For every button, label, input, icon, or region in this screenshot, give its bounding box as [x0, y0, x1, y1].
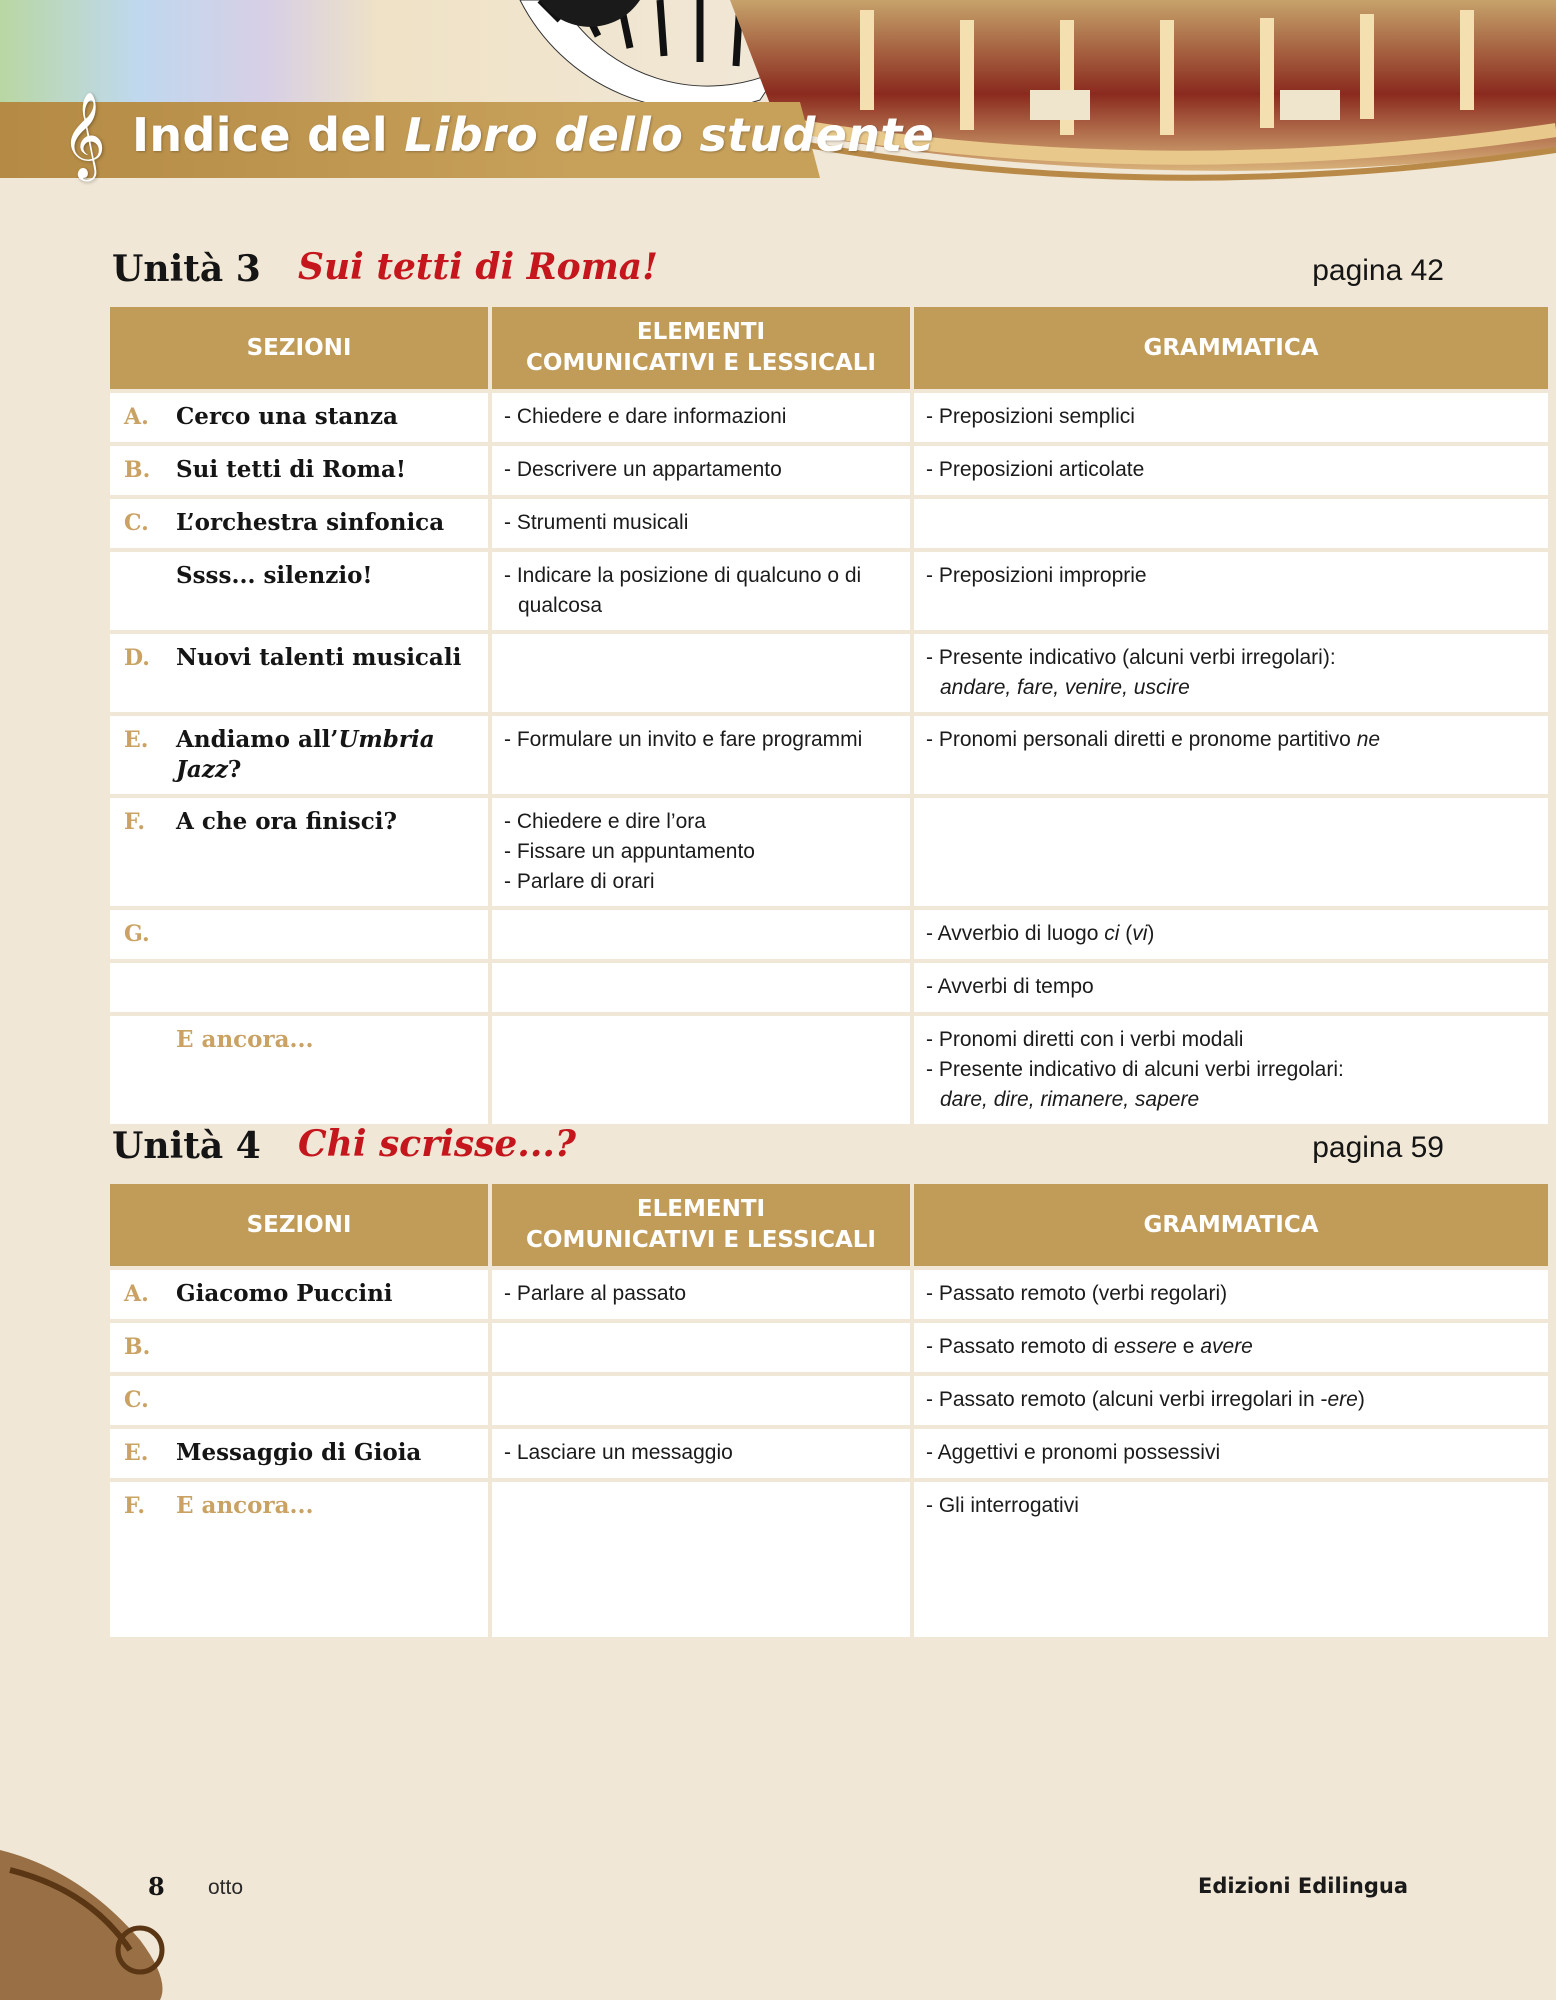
elementi-cell	[492, 910, 910, 959]
unit-page-ref: pagina 59	[1312, 1131, 1444, 1164]
section-letter: A.	[124, 1281, 149, 1307]
grammatica-line: - Preposizioni semplici	[926, 405, 1135, 428]
table-row	[110, 910, 1548, 959]
grammatica-cell	[914, 716, 1548, 794]
grammatica-line: - Gli interrogativi	[926, 1494, 1079, 1517]
section-letter: C.	[124, 510, 149, 536]
table-header-row	[110, 307, 1548, 389]
grammatica-cell	[914, 634, 1548, 712]
elementi-line: - Chiedere e dire l’ora	[504, 810, 706, 833]
grammatica-cell	[914, 1376, 1548, 1425]
grammatica-line: - Avverbi di tempo	[926, 975, 1094, 998]
grammatica-line: - Passato remoto di essere e avere	[926, 1335, 1253, 1358]
column-header-elementi-line2: COMUNICATIVI E LESSICALI	[526, 1227, 876, 1253]
grammatica-line: - Passato remoto (alcuni verbi irregolari in -ere)	[926, 1388, 1365, 1411]
column-header-elementi-line1: ELEMENTI	[636, 319, 766, 345]
elementi-line: - Chiedere e dare informazioni	[504, 405, 787, 428]
sezione-cell	[110, 716, 488, 794]
column-header-sezioni: SEZIONI	[110, 1184, 488, 1266]
sezione-cell	[110, 1016, 488, 1124]
elementi-cell	[492, 446, 910, 495]
unit-4-rows	[110, 1270, 1548, 1637]
elementi-cell	[492, 1376, 910, 1425]
section-name: Messaggio di Gioia	[176, 1439, 422, 1466]
elementi-cell	[492, 1323, 910, 1372]
sezione-cell	[110, 634, 488, 712]
grammatica-line: - Preposizioni articolate	[926, 458, 1145, 481]
section-letter: A.	[124, 404, 149, 430]
grammatica-line: - Presente indicativo (alcuni verbi irregolari):	[926, 646, 1336, 669]
table-row	[110, 1323, 1548, 1372]
column-header-elementi	[492, 1184, 910, 1266]
table-row	[110, 393, 1548, 442]
elementi-cell	[492, 499, 910, 548]
elementi-cell	[492, 1482, 910, 1637]
page-number: 8	[148, 1872, 165, 1901]
unit-label: Unità 4	[112, 1125, 261, 1167]
section-name: Sui tetti di Roma!	[176, 456, 406, 483]
section-letter: C.	[124, 1387, 149, 1413]
header-banner	[0, 0, 1556, 215]
elementi-line: - Lasciare un messaggio	[504, 1441, 733, 1464]
sezione-cell	[110, 446, 488, 495]
section-letter: G.	[124, 921, 150, 947]
sezione-cell	[110, 1376, 488, 1425]
column-header-grammatica: GRAMMATICA	[914, 307, 1548, 389]
section-letter: B.	[124, 457, 151, 483]
elementi-line: - Parlare di orari	[504, 870, 655, 893]
unit-title: Sui tetti di Roma!	[298, 246, 658, 288]
elementi-cell	[492, 963, 910, 1012]
grammatica-cell	[914, 552, 1548, 630]
section-name: Ssss... silenzio!	[176, 562, 373, 589]
unit-page-ref: pagina 42	[1312, 254, 1444, 287]
elementi-line: - Indicare la posizione di qualcuno o di qualcosa	[504, 564, 862, 617]
grammatica-line: - Avverbio di luogo ci (vi)	[926, 922, 1155, 945]
table-row	[110, 1376, 1548, 1425]
grammatica-cell	[914, 393, 1548, 442]
title-italic: Libro dello studente	[404, 108, 935, 162]
elementi-cell	[492, 1270, 910, 1319]
page-title	[132, 108, 934, 162]
section-letter: D.	[124, 645, 150, 671]
elementi-cell	[492, 552, 910, 630]
elementi-line: - Parlare al passato	[504, 1282, 687, 1305]
grammatica-line: - Preposizioni improprie	[926, 564, 1147, 587]
section-name: L’orchestra sinfonica	[176, 509, 445, 536]
elementi-cell	[492, 1429, 910, 1478]
unit-3-table	[106, 303, 1552, 1128]
table-row	[110, 1482, 1548, 1637]
column-header-sezioni: SEZIONI	[110, 307, 488, 389]
sezione-cell	[110, 1429, 488, 1478]
section-name: A che ora finisci?	[176, 808, 397, 835]
treble-clef-icon: 𝄞	[62, 92, 106, 178]
elementi-cell	[492, 716, 910, 794]
grammatica-cell	[914, 499, 1548, 548]
sezione-cell	[110, 963, 488, 1012]
section-letter: E.	[124, 1440, 149, 1466]
section-letter: E.	[124, 727, 149, 753]
sezione-cell	[110, 393, 488, 442]
sezione-cell	[110, 910, 488, 959]
table-row	[110, 1429, 1548, 1478]
elementi-cell	[492, 393, 910, 442]
elementi-line: - Strumenti musicali	[504, 511, 689, 534]
grammatica-cell	[914, 1429, 1548, 1478]
column-header-elementi-line1: ELEMENTI	[636, 1196, 766, 1222]
table-row	[110, 446, 1548, 495]
grammatica-cell	[914, 963, 1548, 1012]
unit-3-header	[112, 248, 1444, 304]
section-name: Cerco una stanza	[176, 403, 398, 430]
table-row	[110, 798, 1548, 906]
column-header-grammatica: GRAMMATICA	[914, 1184, 1548, 1266]
sezione-cell	[110, 798, 488, 906]
unit-title: Chi scrisse...?	[298, 1123, 576, 1165]
grammatica-line: dare, dire, rimanere, sapere	[940, 1088, 1200, 1111]
grammatica-line: andare, fare, venire, uscire	[940, 676, 1190, 699]
section-letter: F.	[124, 809, 146, 835]
elementi-line: - Descrivere un appartamento	[504, 458, 782, 481]
table-row	[110, 499, 1548, 548]
grammatica-line: - Presente indicativo di alcuni verbi irregolari:	[926, 1058, 1344, 1081]
table-row	[110, 1016, 1548, 1124]
table-row	[110, 552, 1548, 630]
grammatica-cell	[914, 1482, 1548, 1637]
elementi-cell	[492, 798, 910, 906]
sezione-cell	[110, 1482, 488, 1637]
section-name: Nuovi talenti musicali	[176, 644, 462, 671]
unit-label: Unità 3	[112, 248, 261, 290]
elementi-cell	[492, 634, 910, 712]
grammatica-line: - Aggettivi e pronomi possessivi	[926, 1441, 1221, 1464]
section-letter: F.	[124, 1493, 146, 1519]
unit-4-table	[106, 1180, 1552, 1641]
elementi-line: - Fissare un appuntamento	[504, 840, 755, 863]
section-name: Andiamo all’Umbria Jazz?	[176, 726, 435, 783]
sezione-cell	[110, 1323, 488, 1372]
section-name: E ancora...	[176, 1026, 314, 1053]
unit-3-rows	[110, 393, 1548, 1124]
grammatica-cell	[914, 910, 1548, 959]
title-prefix: Indice del	[132, 108, 405, 162]
publisher-name: Edizioni Edilingua	[1198, 1874, 1408, 1898]
table-row	[110, 716, 1548, 794]
table-row	[110, 1270, 1548, 1319]
table-header-row	[110, 1184, 1548, 1266]
table-row	[110, 963, 1548, 1012]
grammatica-cell	[914, 1270, 1548, 1319]
sezione-cell	[110, 552, 488, 630]
page-number-word: otto	[208, 1876, 244, 1899]
section-name: E ancora...	[176, 1492, 314, 1519]
grammatica-cell	[914, 446, 1548, 495]
section-letter: B.	[124, 1334, 151, 1360]
sezione-cell	[110, 499, 488, 548]
grammatica-line: - Pronomi diretti con i verbi modali	[926, 1028, 1244, 1051]
section-name: Giacomo Puccini	[176, 1280, 393, 1307]
unit-4-header	[112, 1125, 1444, 1181]
column-header-elementi-line2: COMUNICATIVI E LESSICALI	[526, 350, 876, 376]
grammatica-line: - Pronomi personali diretti e pronome partitivo ne	[926, 728, 1381, 751]
grammatica-line: - Passato remoto (verbi regolari)	[926, 1282, 1228, 1305]
sezione-cell	[110, 1270, 488, 1319]
grammatica-cell	[914, 798, 1548, 906]
grammatica-cell	[914, 1323, 1548, 1372]
column-header-elementi	[492, 307, 910, 389]
grammatica-cell	[914, 1016, 1548, 1124]
elementi-cell	[492, 1016, 910, 1124]
violin-scroll-image	[0, 1830, 230, 2000]
elementi-line: - Formulare un invito e fare programmi	[504, 728, 863, 751]
table-row	[110, 634, 1548, 712]
